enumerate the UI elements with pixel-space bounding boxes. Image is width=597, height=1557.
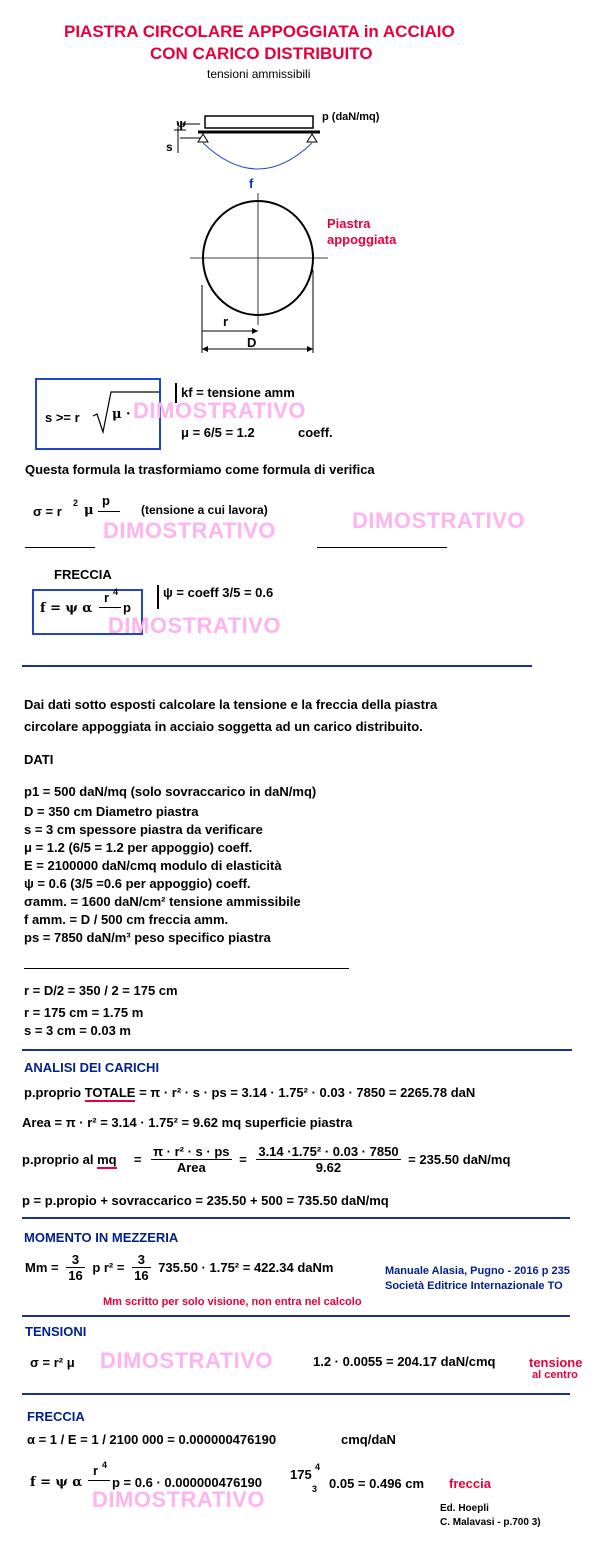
plate-label-1: Piastra bbox=[327, 216, 371, 231]
freccia-calc-den3: 3 bbox=[312, 1484, 318, 1494]
watermark: DIMOSTRATIVO bbox=[133, 398, 307, 423]
sigma-exp: 2 bbox=[73, 498, 79, 508]
divider-short bbox=[25, 547, 95, 548]
freccia-calc-mid: p = 0.6 · 0.000000476190 bbox=[112, 1475, 262, 1490]
freccia-calc-val: 175 bbox=[290, 1467, 312, 1482]
carichi-p-total: p = p.propio + sovraccarico = 235.50 + 500 = 735.50 daN/mq bbox=[22, 1193, 389, 1208]
freccia-calc-exp: 4 bbox=[102, 1460, 108, 1470]
carichi-area: Area = π · r² = 3.14 · 1.75² = 9.62 mq superficie piastra bbox=[22, 1115, 353, 1130]
psi-label: ψ bbox=[176, 117, 187, 130]
section-divider bbox=[22, 1217, 570, 1219]
tensioni-label2: al centro bbox=[532, 1369, 578, 1381]
watermark: DIMOSTRATIVO bbox=[100, 1348, 274, 1373]
dati-item: μ = 1.2 (6/5 = 1.2 per appoggio) coeff. bbox=[24, 840, 253, 855]
momento-formula: Mm = $\frac{3}{16}$ p r² = $\frac{3}{16}$ 735.50 · 1.75² = 422.34 daNm bbox=[25, 1252, 334, 1283]
formula-mu: μ = 6/5 = 1.2 bbox=[181, 425, 255, 440]
divider-short bbox=[317, 547, 447, 548]
dati-item: ps = 7850 daN/m³ peso specifico piastra bbox=[24, 930, 271, 945]
problem-line2: circolare appoggiata in acciaio soggetta ad un carico distribuito. bbox=[24, 719, 423, 734]
sigma-mu: μ bbox=[84, 503, 94, 518]
conversion-line: r = 175 cm = 1.75 m bbox=[24, 1005, 144, 1020]
divider bbox=[24, 968, 349, 969]
freccia-calc-lhs: f = ψ α bbox=[30, 1475, 83, 1490]
freccia-exp: 4 bbox=[113, 587, 119, 597]
freccia-p: p bbox=[123, 600, 131, 615]
tensioni-rest: 1.2 · 0.0055 = 204.17 daN/cmq bbox=[313, 1354, 496, 1369]
conversion-line: r = D/2 = 350 / 2 = 175 cm bbox=[24, 983, 178, 998]
carichi-pp-total: p.proprio TOTALE = π · r² · s · ps = 3.14 · 1.75² · 0.03 · 7850 = 2265.78 daN bbox=[24, 1085, 476, 1100]
plate-label-2: appoggiata bbox=[327, 232, 397, 247]
sigma-p: p bbox=[102, 493, 110, 508]
r-label: r bbox=[223, 314, 229, 329]
tensioni-heading: TENSIONI bbox=[25, 1324, 87, 1339]
momento-note: Mm scritto per solo visione, non entra nel calcolo bbox=[103, 1296, 362, 1308]
sigma-note: (tensione a cui lavora) bbox=[141, 503, 268, 517]
freccia-num: r bbox=[104, 590, 110, 605]
carichi-pp-mq: p.proprio al mq = $\frac{\text{π · r² · s · ps}}{\text{Area}}$ = $\frac{\text{3.14 ·1.75² · 0.03 · 7850}}{9.62}$ = 235.50 daN/mq bbox=[22, 1144, 511, 1175]
title-line1: PIASTRA CIRCOLARE APPOGGIATA in ACCIAIO bbox=[64, 22, 455, 41]
freccia-heading: FRECCIA bbox=[54, 567, 112, 582]
sigma-lhs: σ = r bbox=[33, 504, 62, 519]
d-label: D bbox=[247, 335, 257, 350]
dati-item: E = 2100000 daN/cmq modulo di elasticità bbox=[24, 858, 282, 873]
section-divider bbox=[22, 1049, 572, 1051]
freccia-alpha: α = 1 / E = 1 / 2100 000 = 0.000000476190 bbox=[27, 1432, 277, 1447]
bracket-bar bbox=[157, 585, 159, 609]
watermark: DIMOSTRATIVO bbox=[108, 613, 282, 638]
dati-heading: DATI bbox=[24, 752, 54, 767]
momento-heading: MOMENTO IN MEZZERIA bbox=[24, 1230, 179, 1245]
watermark: DIMOSTRATIVO bbox=[103, 518, 277, 543]
f-label: f bbox=[249, 176, 254, 191]
sigma-fraction-bar bbox=[98, 511, 120, 512]
freccia-calc-label: freccia bbox=[449, 1476, 491, 1491]
verify-intro: Questa formula la trasformiamo come formula di verifica bbox=[25, 462, 375, 477]
credits-line2: C. Malavasi - p.700 3) bbox=[440, 1517, 541, 1528]
formula-lhs: s >= r bbox=[45, 410, 80, 425]
tensioni-label1: tensione bbox=[529, 1355, 583, 1370]
freccia-calc-heading: FRECCIA bbox=[27, 1409, 85, 1424]
credits-line1: Ed. Hoepli bbox=[440, 1503, 489, 1514]
freccia-psi-note: ψ = coeff 3/5 = 0.6 bbox=[163, 585, 274, 600]
section-divider bbox=[22, 1393, 570, 1395]
freccia-alpha-unit: cmq/daN bbox=[341, 1432, 396, 1447]
watermark: DIMOSTRATIVO bbox=[352, 508, 526, 533]
tensioni-lhs: σ = r² μ bbox=[30, 1355, 75, 1370]
conversion-line: s = 3 cm = 0.03 m bbox=[24, 1023, 131, 1038]
dati-item: f amm. = D / 500 cm freccia amm. bbox=[24, 912, 229, 927]
dati-item: D = 350 cm Diametro piastra bbox=[24, 804, 199, 819]
freccia-calc-rest: 0.05 = 0.496 cm bbox=[329, 1476, 425, 1491]
section-divider bbox=[22, 1315, 570, 1317]
formula-kf: kf = tensione amm bbox=[181, 385, 295, 400]
momento-ref1: Manuale Alasia, Pugno - 2016 p 235 bbox=[385, 1265, 570, 1277]
problem-line1: Dai dati sotto esposti calcolare la tensione e la freccia della piastra bbox=[24, 697, 438, 712]
title-sub: tensioni ammissibili bbox=[207, 67, 311, 81]
freccia-fraction-bar bbox=[99, 607, 121, 608]
freccia-calc-exp2: 4 bbox=[315, 1462, 321, 1472]
freccia-calc-num: r bbox=[93, 1463, 99, 1478]
dati-item: ψ = 0.6 (3/5 =0.6 per appoggio) coeff. bbox=[24, 876, 251, 891]
title-line2: CON CARICO DISTRIBUITO bbox=[150, 44, 373, 63]
section-divider bbox=[22, 665, 532, 667]
dati-item: s = 3 cm spessore piastra da verificare bbox=[24, 822, 263, 837]
momento-ref2: Società Editrice Internazionale TO bbox=[385, 1280, 563, 1292]
freccia-lhs: f = ψ α bbox=[40, 601, 93, 616]
formula-coeff: coeff. bbox=[298, 425, 333, 440]
dati-item: σamm. = 1600 daN/cm² tensione ammissibile bbox=[24, 894, 301, 909]
carichi-heading: ANALISI DEI CARICHI bbox=[24, 1060, 160, 1075]
formula-radicand: μ · bbox=[112, 407, 131, 422]
freccia-calc-fraction-bar bbox=[88, 1480, 110, 1481]
dati-item: p1 = 500 daN/mq (solo sovraccarico in daN/mq) bbox=[24, 784, 317, 799]
s-label: s bbox=[166, 140, 173, 154]
watermark: DIMOSTRATIVO bbox=[92, 1487, 266, 1512]
load-label: p (daN/mq) bbox=[322, 111, 380, 123]
